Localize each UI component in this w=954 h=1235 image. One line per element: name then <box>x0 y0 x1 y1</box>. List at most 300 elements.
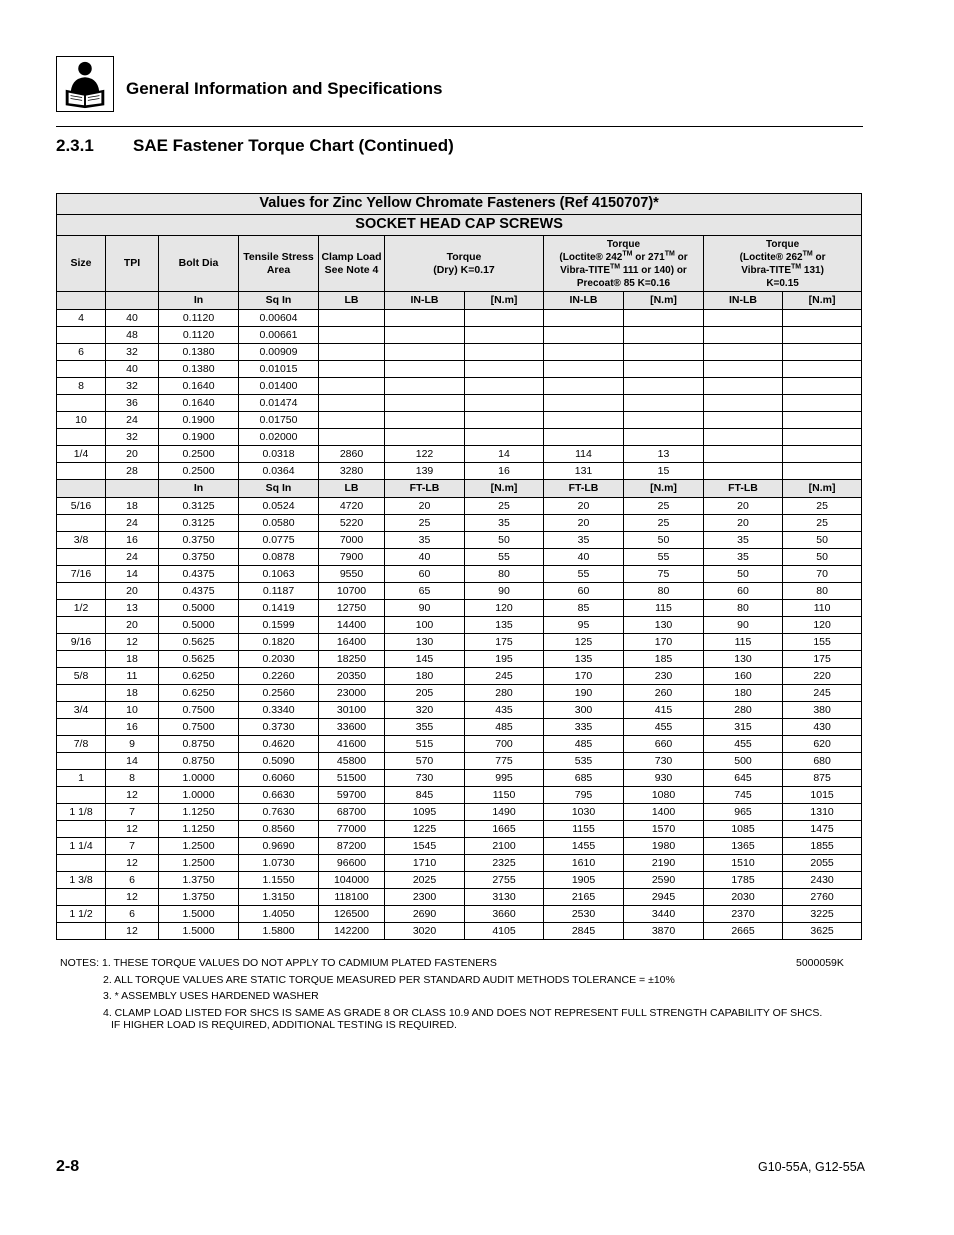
cell-torque-262: 500 <box>704 753 783 770</box>
cell-torque-dry-nm: 35 <box>465 515 544 532</box>
cell-torque-dry-nm: [N.m] <box>465 292 544 310</box>
cell-torque-242-nm: 3870 <box>624 923 704 940</box>
cell-torque-262 <box>704 446 783 463</box>
cell-tensile-area: 0.4620 <box>239 736 319 753</box>
cell-torque-dry: 2025 <box>385 872 465 889</box>
table-row <box>57 872 862 889</box>
cell-torque-dry-nm: 3660 <box>465 906 544 923</box>
cell-bolt-dia: 0.1640 <box>159 395 239 412</box>
cell-size <box>57 549 106 566</box>
cell-tensile-area: 0.8560 <box>239 821 319 838</box>
cell-bolt-dia: 0.1380 <box>159 344 239 361</box>
cell-torque-dry-nm <box>465 412 544 429</box>
cell-tpi: 12 <box>106 889 159 906</box>
cell-tpi: 12 <box>106 855 159 872</box>
cell-tensile-area: 0.0878 <box>239 549 319 566</box>
cell-size <box>57 685 106 702</box>
cell-tensile-area: 0.0580 <box>239 515 319 532</box>
cell-tpi: 32 <box>106 378 159 395</box>
cell-torque-dry-nm: 175 <box>465 634 544 651</box>
cell-torque-242-nm: 260 <box>624 685 704 702</box>
cell-clamp-load <box>319 327 385 344</box>
cell-tensile-area: 0.1419 <box>239 600 319 617</box>
cell-torque-262-nm: 2760 <box>783 889 862 906</box>
cell-clamp-load: 2860 <box>319 446 385 463</box>
cell-torque-262: 745 <box>704 787 783 804</box>
cell-size: 1/2 <box>57 600 106 617</box>
cell-torque-262-nm: 25 <box>783 515 862 532</box>
cell-torque-242-nm: 1080 <box>624 787 704 804</box>
cell-torque-242: 20 <box>544 515 624 532</box>
cell-size <box>57 480 106 498</box>
page-header-title: General Information and Specifications <box>126 79 443 98</box>
cell-clamp-load: 51500 <box>319 770 385 787</box>
cell-tensile-area: 0.0318 <box>239 446 319 463</box>
cell-torque-dry: 90 <box>385 600 465 617</box>
manual-reader-icon <box>56 56 114 112</box>
cell-torque-262-nm <box>783 463 862 480</box>
cell-tensile-area: 1.0730 <box>239 855 319 872</box>
cell-torque-262-nm <box>783 446 862 463</box>
cell-torque-dry-nm: 1490 <box>465 804 544 821</box>
cell-bolt-dia: 0.2500 <box>159 446 239 463</box>
cell-torque-242: 131 <box>544 463 624 480</box>
cell-torque-242-nm: 930 <box>624 770 704 787</box>
cell-torque-242: 55 <box>544 566 624 583</box>
cell-clamp-load: 16400 <box>319 634 385 651</box>
table-row <box>57 702 862 719</box>
cell-torque-262: 2030 <box>704 889 783 906</box>
cell-bolt-dia: 0.1900 <box>159 412 239 429</box>
cell-bolt-dia: 0.8750 <box>159 753 239 770</box>
cell-torque-262: IN-LB <box>704 292 783 310</box>
cell-torque-242: 1155 <box>544 821 624 838</box>
cell-tensile-area: 1.1550 <box>239 872 319 889</box>
cell-torque-dry-nm: 120 <box>465 600 544 617</box>
cell-torque-242-nm: 660 <box>624 736 704 753</box>
cell-clamp-load <box>319 344 385 361</box>
cell-torque-242-nm: 2190 <box>624 855 704 872</box>
table-row <box>57 344 862 361</box>
cell-torque-dry-nm: 280 <box>465 685 544 702</box>
cell-size: 8 <box>57 378 106 395</box>
table-row <box>57 378 862 395</box>
cell-torque-242: 535 <box>544 753 624 770</box>
cell-torque-262-nm <box>783 344 862 361</box>
cell-torque-242-nm <box>624 429 704 446</box>
cell-torque-262: 35 <box>704 532 783 549</box>
cell-torque-262-nm: 1475 <box>783 821 862 838</box>
cell-size: 6 <box>57 344 106 361</box>
table-row <box>57 787 862 804</box>
cell-tensile-area: 0.01474 <box>239 395 319 412</box>
cell-torque-dry: 139 <box>385 463 465 480</box>
cell-clamp-load: 45800 <box>319 753 385 770</box>
cell-torque-242: 795 <box>544 787 624 804</box>
cell-tpi: 7 <box>106 804 159 821</box>
cell-bolt-dia: 1.3750 <box>159 889 239 906</box>
cell-torque-242-nm: 115 <box>624 600 704 617</box>
cell-torque-262: 60 <box>704 583 783 600</box>
cell-clamp-load: 20350 <box>319 668 385 685</box>
table-row <box>57 498 862 515</box>
cell-tpi: 32 <box>106 429 159 446</box>
cell-clamp-load: 104000 <box>319 872 385 889</box>
cell-tensile-area: 0.1820 <box>239 634 319 651</box>
cell-torque-262: 35 <box>704 549 783 566</box>
cell-torque-dry: 320 <box>385 702 465 719</box>
cell-clamp-load: 59700 <box>319 787 385 804</box>
cell-torque-dry-nm: 2100 <box>465 838 544 855</box>
cell-torque-262-nm: 155 <box>783 634 862 651</box>
cell-clamp-load: 9550 <box>319 566 385 583</box>
page-number: 2-8 <box>56 1158 80 1175</box>
cell-torque-dry: 1710 <box>385 855 465 872</box>
cell-torque-262: 645 <box>704 770 783 787</box>
cell-torque-dry <box>385 344 465 361</box>
cell-torque-dry: IN-LB <box>385 292 465 310</box>
table-row <box>57 855 862 872</box>
cell-tpi: 18 <box>106 685 159 702</box>
cell-bolt-dia: 0.5000 <box>159 617 239 634</box>
cell-torque-262-nm: 50 <box>783 549 862 566</box>
cell-bolt-dia: 1.1250 <box>159 821 239 838</box>
cell-tpi: 12 <box>106 923 159 940</box>
cell-clamp-load <box>319 361 385 378</box>
cell-torque-dry: 1225 <box>385 821 465 838</box>
table-row <box>57 310 862 327</box>
cell-size: 7/16 <box>57 566 106 583</box>
cell-torque-242 <box>544 412 624 429</box>
header-bolt-dia: Bolt Dia <box>159 236 239 292</box>
cell-torque-dry-nm: 485 <box>465 719 544 736</box>
header-torque-dry: Torque (Dry) K=0.17 <box>385 236 544 292</box>
cell-torque-242 <box>544 429 624 446</box>
header-tpi: TPI <box>106 236 159 292</box>
cell-tensile-area: 0.6630 <box>239 787 319 804</box>
cell-tensile-area: 1.4050 <box>239 906 319 923</box>
cell-torque-262: 2665 <box>704 923 783 940</box>
cell-torque-dry-nm: 14 <box>465 446 544 463</box>
cell-tpi: 32 <box>106 344 159 361</box>
table-row <box>57 668 862 685</box>
cell-torque-262-nm: 875 <box>783 770 862 787</box>
cell-clamp-load: 18250 <box>319 651 385 668</box>
cell-torque-242 <box>544 361 624 378</box>
table-row <box>57 532 862 549</box>
cell-bolt-dia: 0.1120 <box>159 327 239 344</box>
cell-tensile-area: 0.00661 <box>239 327 319 344</box>
cell-torque-262-nm <box>783 310 862 327</box>
cell-torque-262-nm: 50 <box>783 532 862 549</box>
cell-torque-242-nm <box>624 361 704 378</box>
cell-bolt-dia: 1.2500 <box>159 838 239 855</box>
cell-size <box>57 429 106 446</box>
cell-torque-242-nm: [N.m] <box>624 480 704 498</box>
table-row <box>57 429 862 446</box>
cell-size: 1 1/8 <box>57 804 106 821</box>
cell-torque-dry <box>385 327 465 344</box>
cell-torque-262: 2370 <box>704 906 783 923</box>
cell-torque-dry-nm: 2325 <box>465 855 544 872</box>
cell-size <box>57 923 106 940</box>
cell-clamp-load <box>319 429 385 446</box>
cell-torque-dry <box>385 310 465 327</box>
cell-torque-242-nm: 50 <box>624 532 704 549</box>
cell-tpi: 10 <box>106 702 159 719</box>
cell-size: 3/8 <box>57 532 106 549</box>
cell-clamp-load: 10700 <box>319 583 385 600</box>
cell-torque-262 <box>704 378 783 395</box>
cell-torque-242-nm: 25 <box>624 515 704 532</box>
cell-bolt-dia: 0.1120 <box>159 310 239 327</box>
cell-torque-dry: 845 <box>385 787 465 804</box>
cell-bolt-dia: 0.1380 <box>159 361 239 378</box>
cell-clamp-load: 4720 <box>319 498 385 515</box>
cell-torque-dry-nm: 25 <box>465 498 544 515</box>
cell-torque-242-nm <box>624 310 704 327</box>
cell-torque-262-nm <box>783 378 862 395</box>
cell-tpi: 24 <box>106 549 159 566</box>
cell-tensile-area: Sq In <box>239 480 319 498</box>
column-header-row <box>57 236 862 292</box>
cell-tpi: 18 <box>106 498 159 515</box>
cell-bolt-dia: 0.5625 <box>159 634 239 651</box>
cell-torque-242-nm: 455 <box>624 719 704 736</box>
cell-tensile-area: 0.00604 <box>239 310 319 327</box>
cell-torque-262-nm: 25 <box>783 498 862 515</box>
cell-bolt-dia: 0.4375 <box>159 583 239 600</box>
cell-torque-242-nm: 80 <box>624 583 704 600</box>
cell-clamp-load: 96600 <box>319 855 385 872</box>
cell-torque-dry-nm: 995 <box>465 770 544 787</box>
cell-torque-dry-nm: [N.m] <box>465 480 544 498</box>
cell-tpi: 12 <box>106 821 159 838</box>
cell-tpi: 12 <box>106 634 159 651</box>
cell-torque-dry: 730 <box>385 770 465 787</box>
cell-size <box>57 787 106 804</box>
cell-torque-262: 455 <box>704 736 783 753</box>
cell-torque-242-nm <box>624 412 704 429</box>
cell-bolt-dia: 0.3125 <box>159 498 239 515</box>
cell-torque-262: FT-LB <box>704 480 783 498</box>
header-tensile-stress-area: Tensile Stress Area <box>239 236 319 292</box>
cell-torque-262 <box>704 327 783 344</box>
cell-torque-242: 485 <box>544 736 624 753</box>
cell-torque-262 <box>704 361 783 378</box>
cell-bolt-dia: 0.7500 <box>159 719 239 736</box>
cell-size <box>57 463 106 480</box>
cell-clamp-load: 142200 <box>319 923 385 940</box>
cell-torque-dry: 2300 <box>385 889 465 906</box>
cell-bolt-dia: 1.0000 <box>159 770 239 787</box>
cell-torque-262-nm: 70 <box>783 566 862 583</box>
cell-tensile-area: 0.2030 <box>239 651 319 668</box>
section-title: SAE Fastener Torque Chart (Continued) <box>133 136 454 155</box>
cell-torque-242: IN-LB <box>544 292 624 310</box>
cell-torque-242-nm: 1570 <box>624 821 704 838</box>
cell-torque-262: 160 <box>704 668 783 685</box>
cell-torque-dry: 20 <box>385 498 465 515</box>
cell-torque-dry-nm <box>465 344 544 361</box>
table-row <box>57 395 862 412</box>
cell-tensile-area: 0.01400 <box>239 378 319 395</box>
cell-size <box>57 889 106 906</box>
cell-torque-242 <box>544 378 624 395</box>
cell-torque-262-nm: 430 <box>783 719 862 736</box>
cell-torque-262 <box>704 395 783 412</box>
cell-torque-242: 170 <box>544 668 624 685</box>
cell-torque-242: 2165 <box>544 889 624 906</box>
cell-torque-262: 90 <box>704 617 783 634</box>
table-row <box>57 583 862 600</box>
cell-torque-262 <box>704 412 783 429</box>
cell-torque-dry-nm: 700 <box>465 736 544 753</box>
cell-tensile-area: 0.1063 <box>239 566 319 583</box>
cell-torque-262: 80 <box>704 600 783 617</box>
cell-torque-242: FT-LB <box>544 480 624 498</box>
cell-bolt-dia: 0.3125 <box>159 515 239 532</box>
cell-torque-dry-nm: 4105 <box>465 923 544 940</box>
cell-torque-dry: 100 <box>385 617 465 634</box>
cell-tpi: 18 <box>106 651 159 668</box>
cell-torque-262-nm <box>783 361 862 378</box>
cell-size: 5/8 <box>57 668 106 685</box>
cell-torque-262: 315 <box>704 719 783 736</box>
cell-clamp-load: LB <box>319 480 385 498</box>
cell-clamp-load: 7000 <box>319 532 385 549</box>
cell-torque-242: 114 <box>544 446 624 463</box>
note-4: 4. CLAMP LOAD LISTED FOR SHCS IS SAME AS GRADE 8 OR CLASS 10.9 AND DOES NOT REPRESENT FULL STRENGTH CAPABILITY OF SHCS. <box>103 1007 823 1019</box>
cell-torque-262: 1085 <box>704 821 783 838</box>
cell-torque-dry-nm: 50 <box>465 532 544 549</box>
cell-torque-262-nm: [N.m] <box>783 292 862 310</box>
note-1: NOTES: 1. THESE TORQUE VALUES DO NOT APPLY TO CADMIUM PLATED FASTENERS <box>60 957 497 969</box>
cell-torque-242-nm: 25 <box>624 498 704 515</box>
cell-torque-262-nm: [N.m] <box>783 480 862 498</box>
cell-torque-262 <box>704 344 783 361</box>
cell-torque-242-nm: 230 <box>624 668 704 685</box>
cell-size <box>57 327 106 344</box>
cell-bolt-dia: 0.3750 <box>159 532 239 549</box>
cell-torque-262: 965 <box>704 804 783 821</box>
cell-torque-242-nm: 730 <box>624 753 704 770</box>
cell-torque-242-nm: 2945 <box>624 889 704 906</box>
cell-torque-242: 1905 <box>544 872 624 889</box>
cell-torque-dry-nm: 1150 <box>465 787 544 804</box>
cell-tensile-area: 0.02000 <box>239 429 319 446</box>
cell-tensile-area: 0.0775 <box>239 532 319 549</box>
cell-torque-dry: FT-LB <box>385 480 465 498</box>
cell-tensile-area: 0.1187 <box>239 583 319 600</box>
cell-bolt-dia: 0.5000 <box>159 600 239 617</box>
cell-torque-262-nm: 380 <box>783 702 862 719</box>
cell-torque-dry <box>385 378 465 395</box>
cell-clamp-load: 30100 <box>319 702 385 719</box>
cell-size <box>57 583 106 600</box>
table-row <box>57 446 862 463</box>
cell-torque-dry <box>385 429 465 446</box>
cell-torque-dry: 355 <box>385 719 465 736</box>
table-row <box>57 463 862 480</box>
cell-clamp-load: 77000 <box>319 821 385 838</box>
header-size: Size <box>57 236 106 292</box>
cell-torque-242-nm: 415 <box>624 702 704 719</box>
table-row <box>57 651 862 668</box>
cell-tensile-area: 1.3150 <box>239 889 319 906</box>
cell-clamp-load: LB <box>319 292 385 310</box>
cell-clamp-load: 68700 <box>319 804 385 821</box>
section-number: 2.3.1 <box>56 136 94 155</box>
cell-tensile-area: 0.2260 <box>239 668 319 685</box>
table-row <box>57 361 862 378</box>
cell-torque-242: 2845 <box>544 923 624 940</box>
cell-torque-242: 1030 <box>544 804 624 821</box>
cell-tpi: 9 <box>106 736 159 753</box>
cell-clamp-load: 33600 <box>319 719 385 736</box>
cell-tensile-area: 0.01750 <box>239 412 319 429</box>
cell-bolt-dia: 1.2500 <box>159 855 239 872</box>
cell-torque-dry: 130 <box>385 634 465 651</box>
cell-tensile-area: 0.6060 <box>239 770 319 787</box>
cell-bolt-dia: 0.7500 <box>159 702 239 719</box>
cell-size <box>57 651 106 668</box>
cell-torque-dry: 2690 <box>385 906 465 923</box>
cell-torque-262: 280 <box>704 702 783 719</box>
cell-torque-dry: 1545 <box>385 838 465 855</box>
cell-torque-262-nm: 2430 <box>783 872 862 889</box>
cell-torque-262: 20 <box>704 515 783 532</box>
cell-bolt-dia: 1.0000 <box>159 787 239 804</box>
cell-torque-262-nm: 175 <box>783 651 862 668</box>
cell-clamp-load: 12750 <box>319 600 385 617</box>
cell-bolt-dia: 1.1250 <box>159 804 239 821</box>
cell-torque-dry: 1095 <box>385 804 465 821</box>
cell-clamp-load: 23000 <box>319 685 385 702</box>
cell-torque-dry-nm: 3130 <box>465 889 544 906</box>
cell-tpi: 14 <box>106 566 159 583</box>
cell-tpi: 48 <box>106 327 159 344</box>
cell-clamp-load <box>319 395 385 412</box>
cell-torque-dry: 3020 <box>385 923 465 940</box>
cell-tensile-area: 0.9690 <box>239 838 319 855</box>
cell-torque-242-nm: 75 <box>624 566 704 583</box>
table-row <box>57 412 862 429</box>
table-row <box>57 889 862 906</box>
cell-torque-242: 685 <box>544 770 624 787</box>
cell-bolt-dia: 0.2500 <box>159 463 239 480</box>
cell-torque-262-nm: 1855 <box>783 838 862 855</box>
cell-clamp-load: 5220 <box>319 515 385 532</box>
cell-torque-242: 1610 <box>544 855 624 872</box>
cell-torque-dry: 40 <box>385 549 465 566</box>
cell-size <box>57 395 106 412</box>
cell-torque-242-nm <box>624 378 704 395</box>
cell-tpi: 24 <box>106 412 159 429</box>
cell-torque-262-nm: 1015 <box>783 787 862 804</box>
cell-torque-262-nm <box>783 412 862 429</box>
cell-tensile-area: Sq In <box>239 292 319 310</box>
cell-size <box>57 292 106 310</box>
cell-bolt-dia: 1.5000 <box>159 906 239 923</box>
cell-torque-dry-nm <box>465 429 544 446</box>
cell-torque-dry <box>385 395 465 412</box>
cell-bolt-dia: In <box>159 292 239 310</box>
cell-tensile-area: 0.0364 <box>239 463 319 480</box>
cell-bolt-dia: 0.6250 <box>159 668 239 685</box>
cell-torque-242: 135 <box>544 651 624 668</box>
cell-size: 1 3/8 <box>57 872 106 889</box>
